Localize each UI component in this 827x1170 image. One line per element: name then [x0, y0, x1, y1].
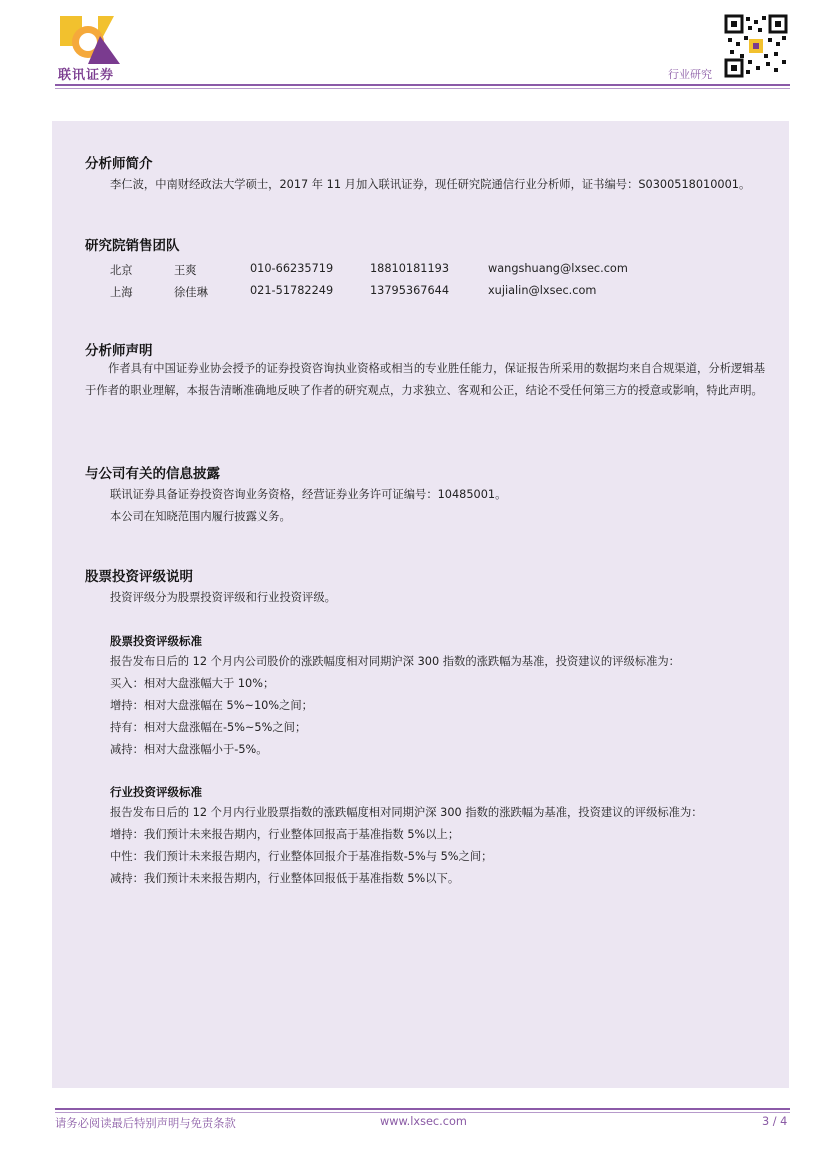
team-email: wangshuang@lxsec.com — [488, 262, 628, 275]
analyst-statement-text: 作者具有中国证券业协会授予的证券投资咨询执业资格或相当的专业胜任能力，保证报告所采用的数据均来自合规渠道，分析逻辑基于作者的职业理解，本报告清晰准确地反映了作者的研究观点，力求独立、客观和公正，结论不受任何第三方的授意或影响，特此声明。 — [85, 362, 765, 397]
team-mobile: 18810181193 — [370, 262, 450, 275]
industry-rating-line: 报告发布日后的 12 个月内行业股票指数的涨跌幅度相对同期沪深 300 指数的涨跌幅为基准，投资建议的评级标准为： — [110, 806, 703, 819]
team-name: 徐佳琳 — [174, 286, 208, 299]
team-name: 王爽 — [174, 264, 197, 277]
team-tel: 021-51782249 — [250, 284, 334, 297]
report-section-label: 行业研究 — [668, 68, 712, 81]
stock-rating-line: 持有：相对大盘涨幅在-5%~5%之间； — [110, 721, 307, 734]
footer-rule — [55, 1108, 790, 1110]
disclosure-line: 本公司在知晓范围内履行披露义务。 — [110, 510, 291, 523]
disclosure-line: 联讯证券具备证券投资咨询业务资格，经营证券业务许可证编号：10485001。 — [110, 488, 507, 501]
industry-rating-line: 减持：我们预计未来报告期内，行业整体回报低于基准指数 5%以下。 — [110, 872, 460, 885]
industry-rating-line: 增持：我们预计未来报告期内，行业整体回报高于基准指数 5%以上； — [110, 828, 460, 841]
sales-team-title: 研究院销售团队 — [85, 238, 180, 254]
header-rule-thin — [55, 88, 790, 89]
stock-rating-line: 报告发布日后的 12 个月内公司股价的涨跌幅度相对同期沪深 300 指数的涨跌幅为基准，投资建议的评级标准为： — [110, 655, 680, 668]
stock-rating-line: 增持：相对大盘涨幅在 5%~10%之间； — [110, 699, 313, 712]
footer-website-link[interactable]: www.lxsec.com — [380, 1115, 467, 1128]
analyst-intro-title: 分析师简介 — [85, 156, 153, 172]
stock-rating-title: 股票投资评级标准 — [110, 634, 202, 648]
analyst-intro-text: 李仁波，中南财经政法大学硕士，2017 年 11 月加入联讯证券，现任研究院通信行业分析师，证书编号：S0300518010001。 — [110, 178, 751, 191]
team-tel: 010-66235719 — [250, 262, 334, 275]
industry-rating-title: 行业投资评级标准 — [110, 785, 202, 799]
header-rule — [55, 84, 790, 86]
stock-rating-line: 买入：相对大盘涨幅大于 10%； — [110, 677, 275, 690]
stock-rating-line: 减持：相对大盘涨幅小于-5%。 — [110, 743, 268, 756]
rating-title: 股票投资评级说明 — [85, 569, 193, 585]
rating-intro: 投资评级分为股票投资评级和行业投资评级。 — [110, 591, 336, 604]
qr-code-icon — [724, 14, 788, 78]
team-mobile: 13795367644 — [370, 284, 450, 297]
page-number: 3 / 4 — [762, 1115, 788, 1128]
team-city: 北京 — [110, 264, 133, 277]
footer-rule-thin — [55, 1112, 790, 1113]
analyst-statement-title: 分析师声明 — [85, 343, 153, 359]
industry-rating-line: 中性：我们预计未来报告期内，行业整体回报介于基准指数-5%与 5%之间； — [110, 850, 493, 863]
team-city: 上海 — [110, 286, 133, 299]
team-email: xujialin@lxsec.com — [488, 284, 597, 297]
logo-text: 联讯证券 — [58, 68, 115, 83]
footer-disclaimer: 请务必阅读最后特别声明与免责条款 — [55, 1117, 236, 1130]
disclosure-title: 与公司有关的信息披露 — [85, 466, 220, 482]
